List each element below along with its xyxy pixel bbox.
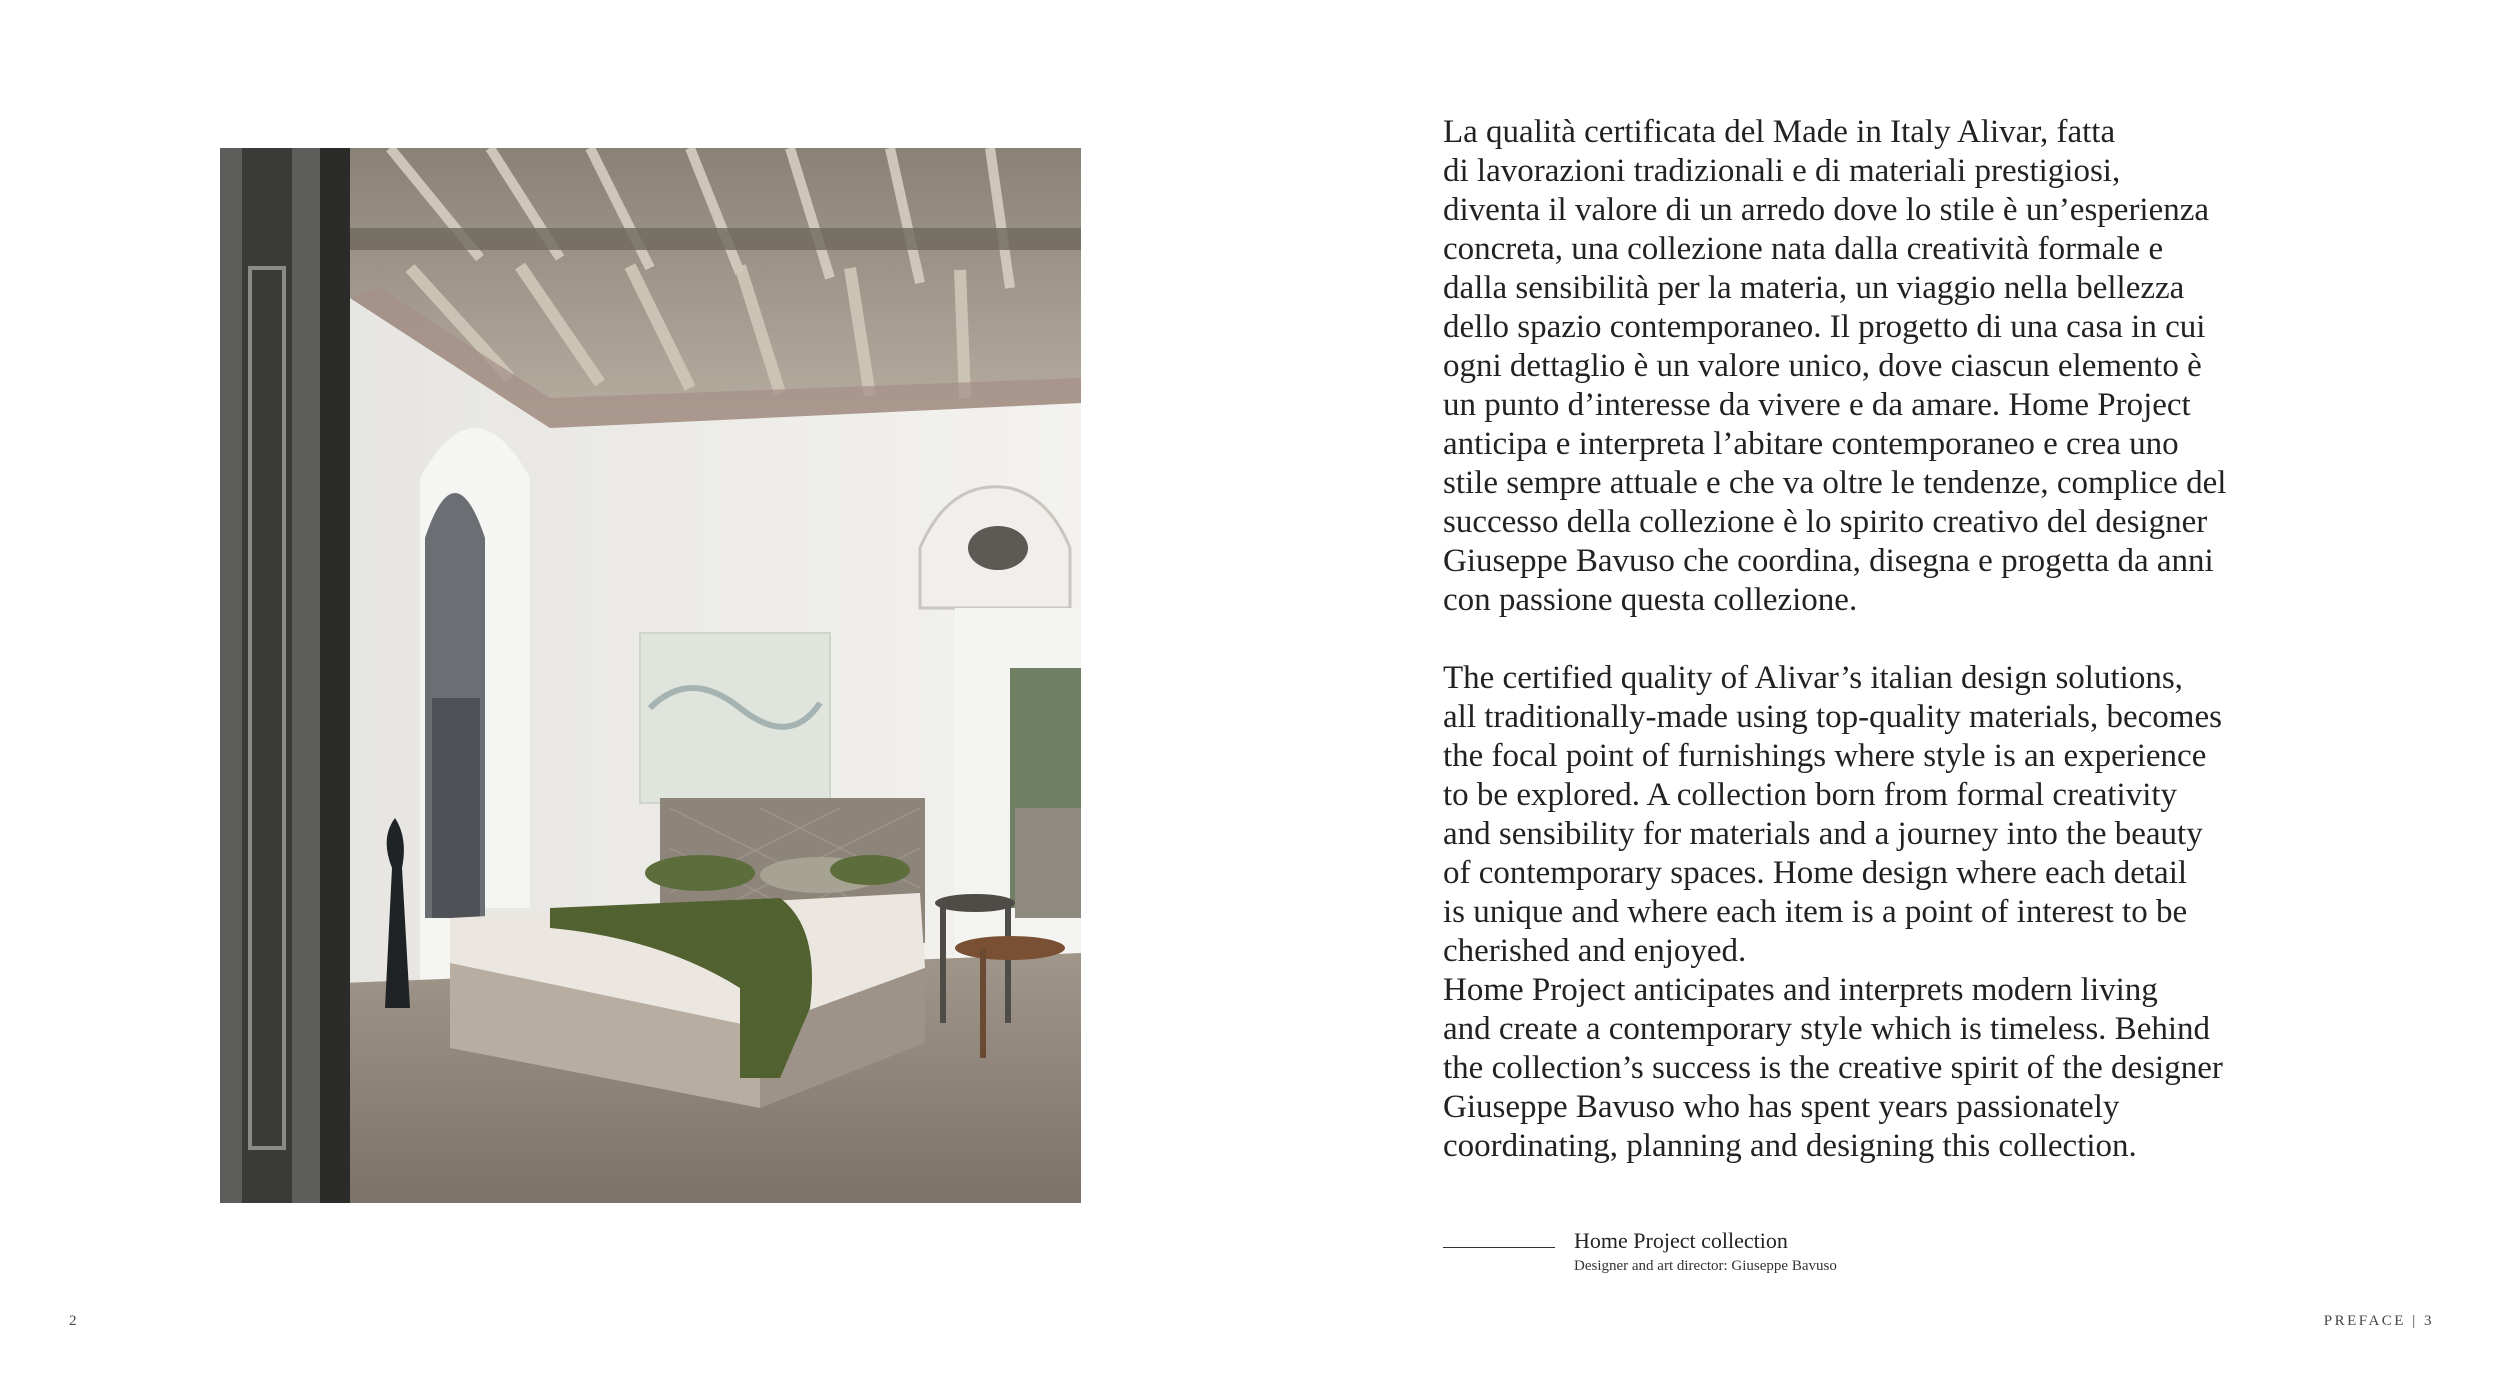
credit-divider [1443, 1247, 1555, 1248]
running-footer-right [2324, 1313, 2434, 1330]
preface-text [1443, 113, 2343, 1166]
english-paragraph: The certified quality of Alivar’s italian design solutions, all traditionally-made using top-quality materials, becomes the focal point of furnishings where style is an experience to be explored. A collection born from formal creativity and sensibility for materials and a journey into the beauty of contemporary spaces. Home design where each detail is unique and where each item is a point of interest to be cherished and enjoyed. Home Project anticipates and interprets modern living and create a contemporary style which is timeless. Behind the collection’s success is the creative spirit of the designer Giuseppe Bavuso who has spent years passionately coordinating, planning and designing this collection. [1443, 660, 2223, 1164]
section-title: PREFACE [2323, 1313, 2406, 1329]
bedroom-interior-photo [220, 148, 1081, 1203]
credit-subtitle: Designer and art director: Giuseppe Bavuso [1574, 1258, 1837, 1274]
page-number-left: 2 [69, 1313, 77, 1329]
italian-paragraph: La qualità certificata del Made in Italy Alivar, fatta di lavorazioni tradizionali e di materiali prestigiosi, diventa il valore di un arredo dove lo stile è un’esperienza concreta, una collezione nata dalla creatività formale e dalla sensibilità per la materia, un viaggio nella bellezza dello spazio contemporaneo. Il progetto di una casa in cui ogni dettaglio è un valore unico, dove ciascun elemento è un punto d’interesse da vivere e da amare. Home Project anticipa e interpreta l’abitare contemporaneo e crea uno stile sempre attuale e che va oltre le tendenze, complice del successo della collezione è lo spirito creativo del designer Giuseppe Bavuso che coordina, disegna e progetta da anni con passione questa collezione. [1443, 114, 2227, 618]
page-number-right: 3 [2424, 1313, 2434, 1329]
collection-credit [1443, 1228, 2143, 1278]
footer-separator: | [2412, 1313, 2418, 1329]
credit-title: Home Project collection [1574, 1228, 1788, 1253]
